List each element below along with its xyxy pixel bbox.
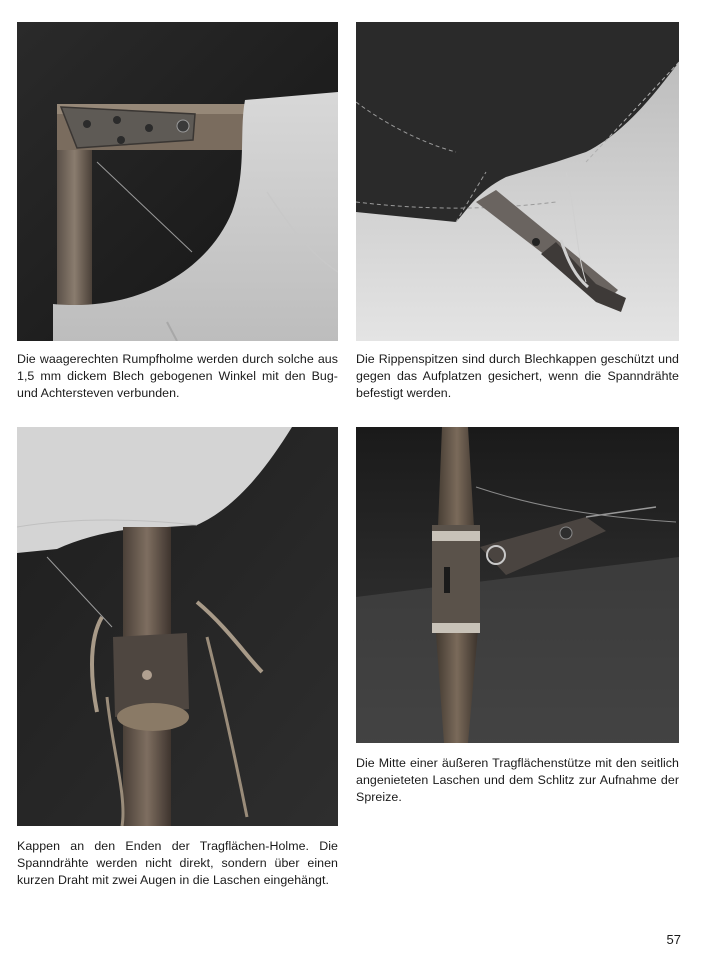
photo-spar-end-caps [17,427,338,826]
caption-top-left: Die waagerechten Rumpfholme werden durch solche aus 1,5 mm dickem Blech gebogenen Winkel mit den Bug- und Achtersteven verbunden. [17,352,338,400]
photo-fuselage-bracket [17,22,338,341]
caption-top-right: Die Rippenspitzen sind durch Blechkappen geschützt und gegen das Aufplatzen gesichert, wenn die Spanndrähte befestigt werden. [356,352,679,400]
page-number: 57 [666,932,681,947]
caption-bottom-right: Die Mitte einer äußeren Tragflächenstütze mit den seitlich angenieteten Laschen und dem Schlitz zur Aufnahme der Spreize. [356,756,679,804]
photo-rib-tip-cap [356,22,679,341]
photo-strut-center [356,427,679,743]
caption-bottom-left: Kappen an den Enden der Tragflächen-Holme. Die Spanndrähte werden nicht direkt, sondern über einen kurzen Draht mit zwei Augen in die Laschen eingehängt. [17,839,338,887]
